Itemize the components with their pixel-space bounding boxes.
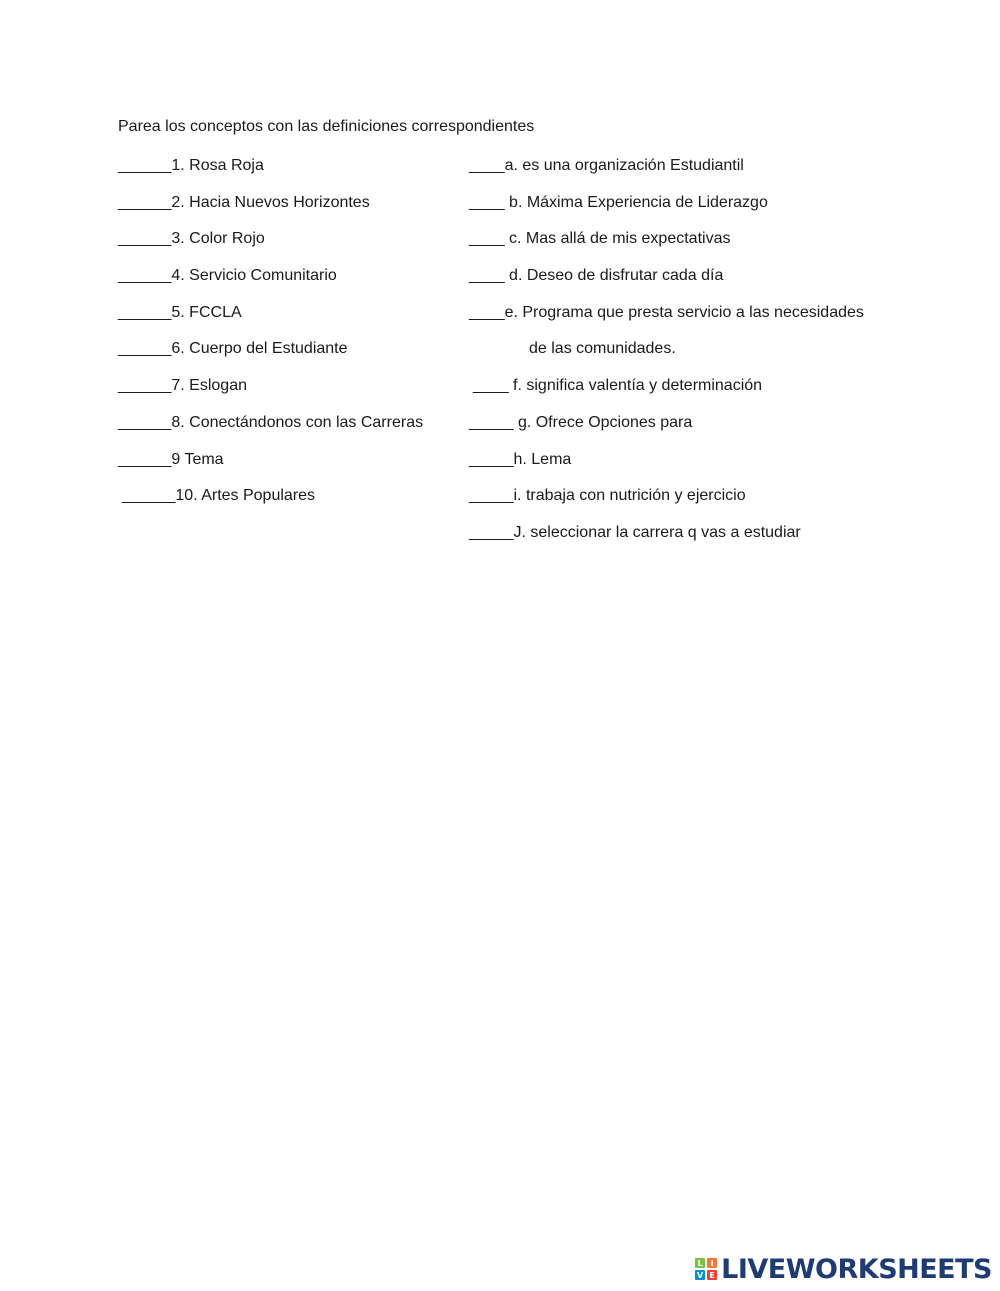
concept-item: ______1. Rosa Roja xyxy=(118,157,264,174)
concept-item: ______10. Artes Populares xyxy=(122,487,316,505)
logo-letter: E xyxy=(707,1270,717,1280)
concept-item: ______9 Tema xyxy=(118,450,224,468)
concept-item: ______4. Servicio Comunitario xyxy=(118,267,337,285)
concepts-column xyxy=(118,155,423,522)
definition-item: _____h. Lema xyxy=(469,450,572,468)
definitions-column xyxy=(469,155,864,559)
definition-continuation: de las comunidades. xyxy=(529,340,676,358)
liveworksheets-logo[interactable] xyxy=(695,1255,992,1283)
definition-item: ____ d. Deseo de disfrutar cada día xyxy=(469,267,724,285)
logo-icon xyxy=(695,1258,717,1280)
logo-letter: V xyxy=(697,1270,704,1280)
logo-text: LIVEWORKSHEETS xyxy=(721,1253,992,1285)
definition-item: ____ c. Mas allá de mis expectativas xyxy=(469,230,731,248)
definition-item: ____a. es una organización Estudiantil xyxy=(469,157,744,174)
concept-item: ______8. Conectándonos con las Carreras xyxy=(118,413,424,431)
definition-item: ____ b. Máxima Experiencia de Liderazgo xyxy=(469,193,768,211)
concept-item: ______5. FCCLA xyxy=(118,303,242,321)
concept-item: ______3. Color Rojo xyxy=(118,230,265,248)
instructions-text: Parea los conceptos con las definiciones correspondientes xyxy=(118,118,535,135)
definition-item: ____e. Programa que presta servicio a las necesidades xyxy=(469,303,864,321)
concept-item: ______6. Cuerpo del Estudiante xyxy=(118,340,348,358)
definition-item: _____i. trabaja con nutrición y ejercicio xyxy=(469,487,746,505)
definition-item: _____ g. Ofrece Opciones para xyxy=(469,413,693,431)
definition-item: _____J. seleccionar la carrera q vas a estudiar xyxy=(469,523,801,541)
concept-item: ______7. Eslogan xyxy=(118,377,247,395)
logo-letter: I xyxy=(707,1258,717,1268)
definition-item: ____ f. significa valentía y determinación xyxy=(473,377,763,395)
concept-item: ______2. Hacia Nuevos Horizontes xyxy=(118,193,370,211)
logo-letter: L xyxy=(695,1258,705,1268)
